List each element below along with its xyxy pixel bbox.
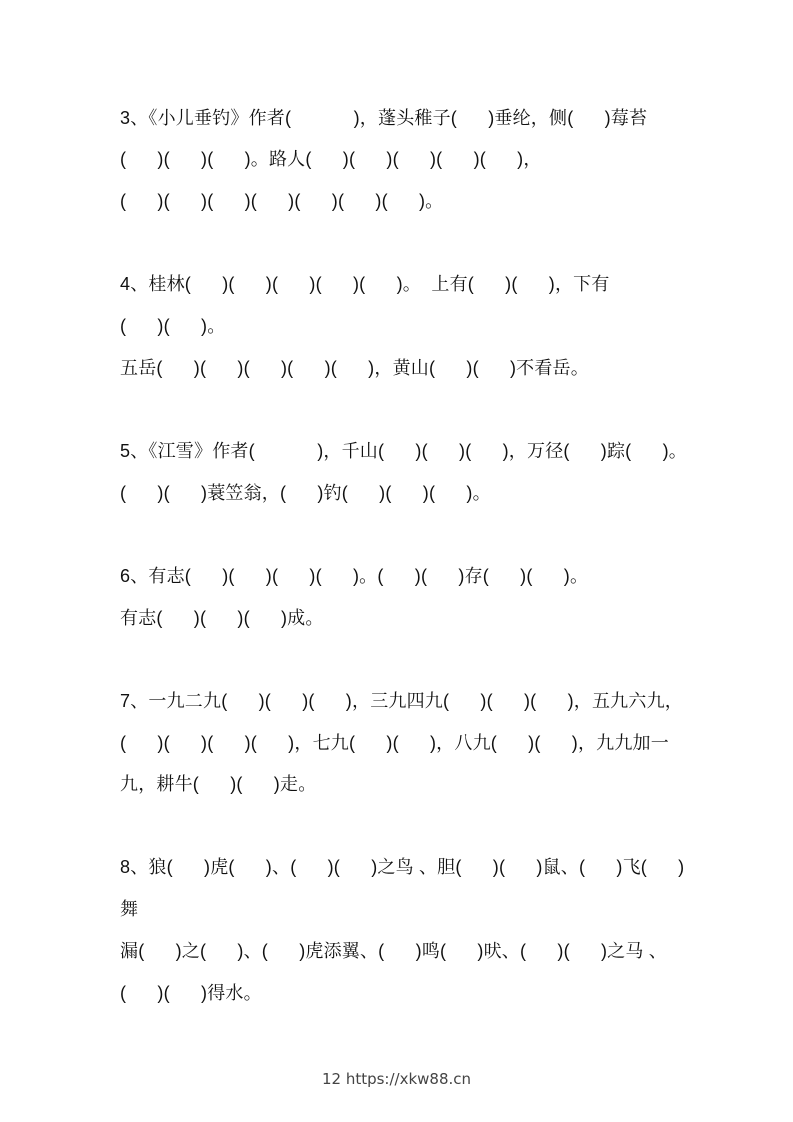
page-footer: 12 https://xkw88.cn [321,1070,472,1088]
question-line: 5、《江雪》作者( )，千山( )( )( )，万径( )踪( )。 [120,441,687,461]
question-line: ( )( )( )。路人( )( )( )( )( )， [120,149,542,169]
question-line: 有志( )( )( )成。 [120,608,324,628]
question-line: 8、狼( )虎( )、( )( )之鸟 、胆( )( )鼠、( )飞( ) [120,857,685,877]
question-line: ( )( )( )( )，七九( )( )，八九( )( )，九九加一 [120,733,669,753]
question-line: 6、有志( )( )( )( )。( )( )存( )( )。 [120,566,589,586]
question-line: 7、一九二九( )( )( )，三九四九( )( )( )，五九六九， [120,691,683,711]
question-line: ( )( )。 [120,316,226,336]
question-line: 舞 [120,899,139,919]
question-line: ( )( )得水。 [120,983,262,1003]
question-line: 漏( )之( )、( )虎添翼、( )鸣( )吠、( )( )之马 、 [120,941,667,961]
question-line: ( )( )蓑笠翁，( )钓( )( )( )。 [120,483,491,503]
question-line: 4、桂林( )( )( )( )( )。 上有( )( )，下有 [120,274,610,294]
question-line: 九，耕牛( )( )走。 [120,774,317,794]
question-line: 五岳( )( )( )( )( )，黄山( )( )不看岳。 [120,358,589,378]
question-line: 3、《小儿垂钓》作者( )，蓬头稚子( )垂纶，侧( )莓苔 [120,108,648,128]
question-line: ( )( )( )( )( )( )( )。 [120,191,444,211]
